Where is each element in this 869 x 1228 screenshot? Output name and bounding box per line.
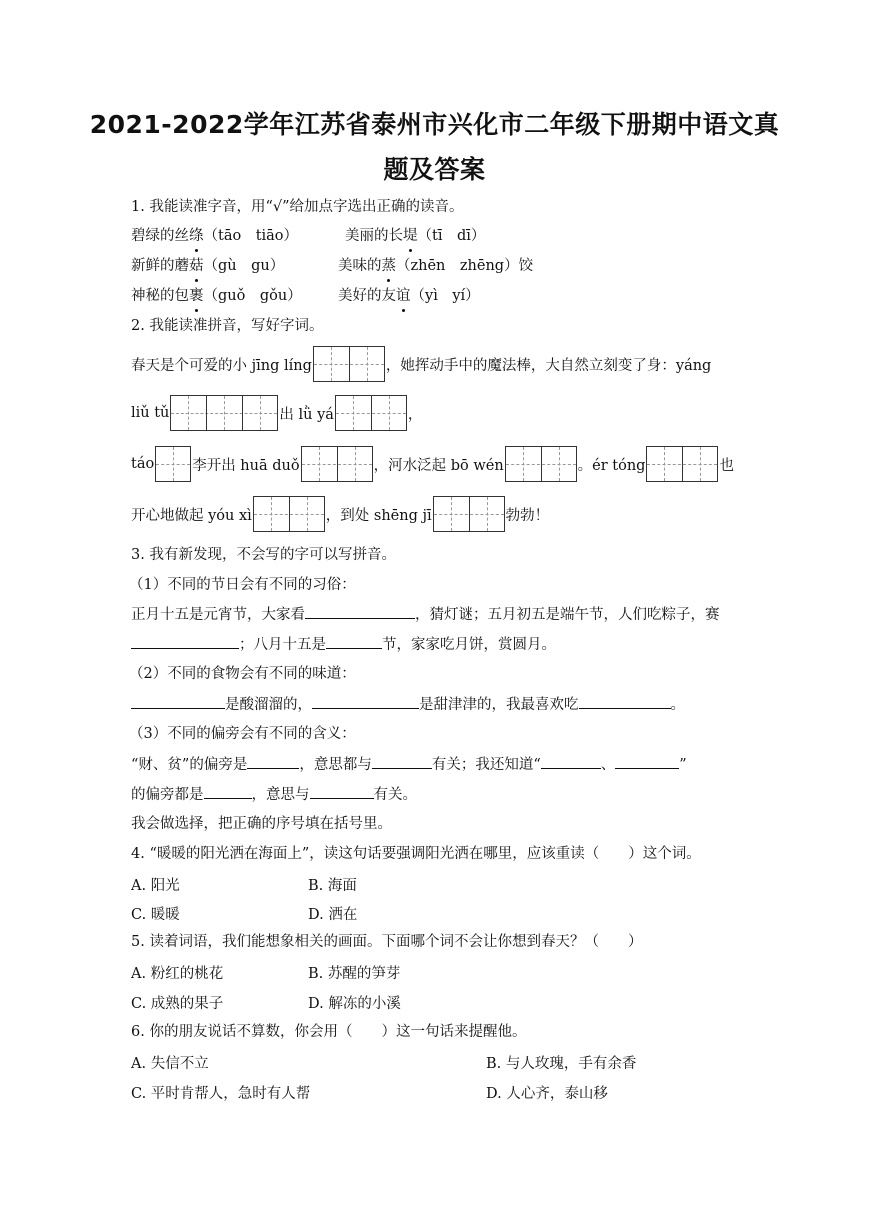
q3-p2-line bbox=[131, 694, 685, 715]
blank-festival[interactable] bbox=[326, 634, 382, 649]
q2-l1-text-b: ，她挥动手中的魔法棒，大自然立刻变了身：yáng bbox=[385, 357, 712, 374]
q3-p3-l2-text-a: 的偏旁都是 bbox=[131, 787, 204, 803]
tianzige-tao[interactable] bbox=[155, 446, 191, 482]
q3-p3-l1-text-a: “财、贫”的偏旁是 bbox=[131, 757, 248, 773]
q3-p3-l1-text-c: 有关；我还知道“ bbox=[431, 757, 541, 773]
q1-r2-b-prefix: 美味的 bbox=[338, 258, 382, 274]
q5-option-d[interactable]: D. 解冻的小溪 bbox=[308, 996, 401, 1012]
q2-line-2 bbox=[131, 394, 422, 432]
q3-p3-l2-text-b: ，意思与 bbox=[251, 787, 310, 803]
q1-r2-a-dotted-char: 菇 bbox=[189, 258, 204, 274]
q1-r3-a-pinyin: （guǒ gǒu） bbox=[203, 288, 302, 304]
q1-r1-b-pinyin: （tī dī） bbox=[417, 228, 486, 244]
q1-r1-b-dotted-char: 堤 bbox=[403, 228, 418, 244]
q2-l2-text-c: ， bbox=[407, 406, 423, 423]
q3-part-2: （2）不同的食物会有不同的味道： bbox=[129, 666, 356, 682]
page-title-line-2: 题及答案 bbox=[383, 155, 486, 184]
tianzige-bowen[interactable] bbox=[505, 446, 577, 482]
tianzige-shengji[interactable] bbox=[433, 496, 505, 532]
q2-l3-text-d: 。ér tóng bbox=[577, 457, 646, 474]
blank-lantern[interactable] bbox=[305, 604, 415, 619]
q2-l4-text-a: 开心地做起 yóu xì bbox=[131, 507, 252, 524]
q2-l1-text-a: 春天是个可爱的小 jīng líng bbox=[131, 357, 312, 374]
q2-l3-text-e: 也 bbox=[719, 457, 734, 474]
q2-l3-text-c: ，河水泛起 bō wén bbox=[373, 457, 504, 474]
q1-row-3-b bbox=[338, 286, 480, 306]
page-title-line-1: 2021-2022学年江苏省泰州市兴化市二年级下册期中语文真 bbox=[89, 110, 780, 139]
q3-p1-l2-text-b: 节，家家吃月饼，赏圆月。 bbox=[382, 637, 556, 653]
blank-radical-2[interactable] bbox=[204, 784, 252, 799]
q5-option-b[interactable]: B. 苏醒的笋芽 bbox=[308, 966, 401, 982]
blank-radical-1[interactable] bbox=[247, 754, 299, 769]
q4-option-d[interactable]: D. 洒在 bbox=[308, 907, 358, 923]
blank-sweet-food[interactable] bbox=[312, 694, 419, 709]
q3-part-1: （1）不同的节日会有不同的习俗： bbox=[129, 577, 356, 593]
q3-part-3: （3）不同的偏旁会有不同的含义： bbox=[129, 726, 356, 742]
q2-line-1 bbox=[131, 345, 711, 383]
q1-r1-b-prefix: 美丽的长 bbox=[345, 228, 403, 244]
blank-dragon-boat[interactable] bbox=[131, 634, 239, 649]
q3-p2-text-b: 是甜津津的，我最喜欢吃 bbox=[419, 697, 579, 713]
q3-p1-line-1 bbox=[131, 604, 720, 625]
tianzige-yangliutu[interactable] bbox=[170, 395, 278, 431]
q1-r2-b-pinyin: （zhēn zhēng） bbox=[396, 258, 519, 274]
tianzige-youxi[interactable] bbox=[253, 496, 325, 532]
tianzige-lvya[interactable] bbox=[335, 395, 407, 431]
q1-r3-b-pinyin: （yì yí） bbox=[410, 288, 480, 304]
blank-favorite-food[interactable] bbox=[579, 694, 671, 709]
q3-p1-l2-text-a: ；八月十五是 bbox=[239, 637, 326, 653]
q3-p1-line-2 bbox=[131, 634, 556, 655]
q6-option-b[interactable]: B. 与人玫瑰，手有余香 bbox=[486, 1056, 637, 1072]
q1-row-1-b bbox=[345, 226, 485, 246]
q5-stem: 5. 读着词语，我们能想象相关的画面。下面哪个词不会让你想到春天？（ ） bbox=[131, 934, 643, 950]
q2-l2-text-b: 出 lǜ yá bbox=[279, 406, 334, 423]
q3-p1-l1-text-a: 正月十五是元宵节，大家看 bbox=[131, 607, 305, 623]
q2-line-4 bbox=[131, 495, 549, 533]
q3-stem: 3. 我有新发现，不会写的字可以写拼音。 bbox=[131, 547, 396, 563]
q2-l4-text-b: ，到处 shēng jī bbox=[325, 507, 432, 524]
q1-row-3 bbox=[131, 286, 302, 306]
q6-stem: 6. 你的朋友说话不算数，你会用（ ）这一句话来提醒他。 bbox=[131, 1024, 527, 1040]
q3-p2-text-a: 是酸溜溜的， bbox=[225, 697, 312, 713]
q1-row-1 bbox=[131, 226, 298, 246]
tianzige-huaduo[interactable] bbox=[301, 446, 373, 482]
q3-p3-line-1 bbox=[131, 754, 687, 775]
q3-p2-text-c: 。 bbox=[670, 697, 685, 713]
q1-r1-a-prefix: 碧绿的丝 bbox=[131, 228, 189, 244]
q4-option-a[interactable]: A. 阳光 bbox=[131, 878, 180, 894]
choice-intro: 我会做选择，把正确的序号填在括号里。 bbox=[131, 816, 392, 832]
q3-p3-line-2 bbox=[131, 784, 417, 805]
blank-char-2[interactable] bbox=[615, 754, 679, 769]
q2-l2-text-a: liǔ tǔ bbox=[131, 405, 170, 421]
q1-r1-a-dotted-char: 绦 bbox=[189, 228, 204, 244]
q3-p3-l1-text-d: 、 bbox=[600, 757, 616, 773]
q6-option-a[interactable]: A. 失信不立 bbox=[131, 1056, 209, 1072]
q1-r2-b-dotted-char: 蒸 bbox=[381, 258, 396, 274]
q1-r3-b-dotted-char: 谊 bbox=[396, 288, 411, 304]
q1-r2-a-prefix: 新鲜的蘑 bbox=[131, 258, 189, 274]
q6-option-c[interactable]: C. 平时肯帮人，急时有人帮 bbox=[131, 1086, 311, 1102]
q2-l3-text-b: 李开出 huā duǒ bbox=[192, 457, 300, 474]
q1-row-2-b bbox=[338, 256, 533, 276]
q1-r2-b-suffix: 饺 bbox=[518, 258, 534, 274]
q1-stem: 1. 我能读准字音，用“√”给加点字选出正确的读音。 bbox=[131, 199, 464, 215]
tianzige-ertong[interactable] bbox=[646, 446, 718, 482]
q6-option-d[interactable]: D. 人心齐，泰山移 bbox=[486, 1086, 608, 1102]
q5-option-a[interactable]: A. 粉红的桃花 bbox=[131, 966, 224, 982]
q3-p3-l1-text-e: ” bbox=[679, 757, 687, 773]
q4-option-b[interactable]: B. 海面 bbox=[308, 878, 357, 894]
q1-r3-b-prefix: 美好的友 bbox=[338, 288, 396, 304]
blank-meaning-2[interactable] bbox=[310, 784, 374, 799]
q1-row-2 bbox=[131, 256, 284, 276]
q2-l3-text-a: táo bbox=[131, 456, 155, 472]
blank-meaning-1[interactable] bbox=[372, 754, 432, 769]
q3-p3-l2-text-c: 有关。 bbox=[373, 787, 417, 803]
q4-option-c[interactable]: C. 暖暖 bbox=[131, 907, 180, 923]
blank-sour-food[interactable] bbox=[131, 694, 225, 709]
q4-stem: 4. “暖暖的阳光洒在海面上”，读这句话要强调阳光洒在哪里，应该重读（ ）这个词。 bbox=[131, 846, 701, 862]
tianzige-jingling[interactable] bbox=[313, 346, 385, 382]
blank-char-1[interactable] bbox=[541, 754, 601, 769]
q2-line-3 bbox=[131, 445, 734, 483]
q3-p3-l1-text-b: ，意思都与 bbox=[299, 757, 372, 773]
q1-r3-a-dotted-char: 裹 bbox=[189, 288, 204, 304]
q1-r3-a-prefix: 神秘的包 bbox=[131, 288, 189, 304]
q2-stem: 2. 我能读准拼音，写好字词。 bbox=[131, 318, 324, 334]
q1-r2-a-pinyin: （gù gu） bbox=[203, 258, 285, 274]
q5-option-c[interactable]: C. 成熟的果子 bbox=[131, 996, 224, 1012]
q1-r1-a-pinyin: （tāo tiāo） bbox=[203, 228, 299, 244]
q2-l4-text-c: 勃勃！ bbox=[505, 507, 550, 524]
q3-p1-l1-text-b: ，猜灯谜；五月初五是端午节，人们吃粽子，赛 bbox=[415, 607, 720, 623]
